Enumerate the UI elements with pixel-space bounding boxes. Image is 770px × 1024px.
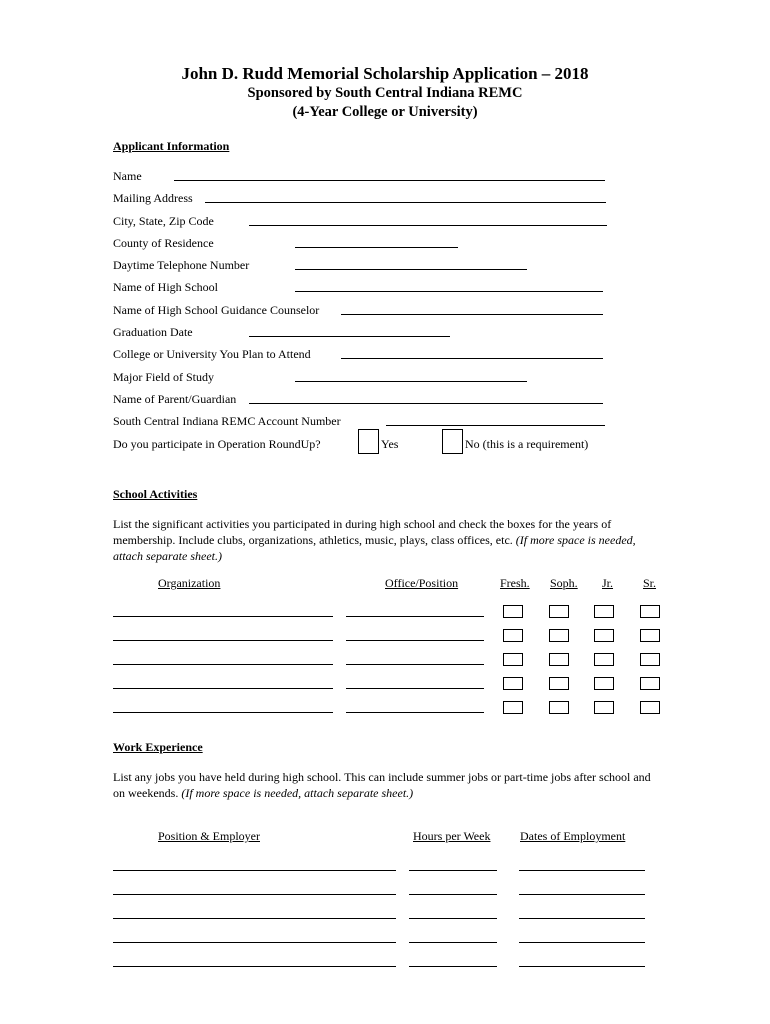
work-position-field-5[interactable]	[113, 966, 396, 967]
roundup-yes-label: Yes	[381, 437, 399, 451]
activity-sophomore-checkbox-5[interactable]	[549, 701, 569, 714]
work-intro-note: (If more space is needed, attach separate sheet.)	[181, 786, 414, 800]
work-heading: Work Experience	[113, 740, 203, 754]
activities-intro: List the significant activities you participated in during high school and check the boxes for the years of membership. Include clubs, organizations, athletics, music, plays, class offices, etc.	[113, 517, 612, 547]
work-position-field-3[interactable]	[113, 918, 396, 919]
major-label: Major Field of Study	[113, 370, 214, 384]
activities-instructions	[113, 516, 653, 564]
activity-senior-checkbox-1[interactable]	[640, 605, 660, 618]
county-field[interactable]	[295, 247, 458, 248]
applicant-heading: Applicant Information	[113, 139, 230, 153]
city-state-zip-label: City, State, Zip Code	[113, 214, 214, 228]
activity-freshman-checkbox-3[interactable]	[503, 653, 523, 666]
high-school-field[interactable]	[295, 291, 603, 292]
activity-organization-field-1[interactable]	[113, 616, 333, 617]
mailing-address-field[interactable]	[205, 202, 606, 203]
work-hours-field-2[interactable]	[409, 894, 497, 895]
parent-label: Name of Parent/Guardian	[113, 392, 237, 406]
phone-label: Daytime Telephone Number	[113, 258, 250, 272]
col-dates-employment: Dates of Employment	[520, 829, 626, 843]
work-hours-field-3[interactable]	[409, 918, 497, 919]
work-dates-field-5[interactable]	[519, 966, 645, 967]
activity-sophomore-checkbox-4[interactable]	[549, 677, 569, 690]
graduation-field[interactable]	[249, 336, 450, 337]
activity-office-field-5[interactable]	[346, 712, 484, 713]
work-position-field-1[interactable]	[113, 870, 396, 871]
roundup-no-checkbox[interactable]	[442, 429, 463, 454]
activity-sophomore-checkbox-2[interactable]	[549, 629, 569, 642]
work-dates-field-2[interactable]	[519, 894, 645, 895]
activity-organization-field-5[interactable]	[113, 712, 333, 713]
col-hours-per-week: Hours per Week	[413, 829, 491, 843]
activity-junior-checkbox-1[interactable]	[594, 605, 614, 618]
work-dates-field-3[interactable]	[519, 918, 645, 919]
activity-senior-checkbox-4[interactable]	[640, 677, 660, 690]
work-hours-field-4[interactable]	[409, 942, 497, 943]
activities-heading: School Activities	[113, 487, 198, 501]
work-position-field-4[interactable]	[113, 942, 396, 943]
activity-office-field-3[interactable]	[346, 664, 484, 665]
activity-office-field-1[interactable]	[346, 616, 484, 617]
col-position-employer: Position & Employer	[158, 829, 260, 843]
roundup-no-label: No (this is a requirement)	[465, 437, 589, 451]
activity-senior-checkbox-5[interactable]	[640, 701, 660, 714]
mailing-address-label: Mailing Address	[113, 191, 193, 205]
county-label: County of Residence	[113, 236, 214, 250]
activity-organization-field-2[interactable]	[113, 640, 333, 641]
activity-office-field-4[interactable]	[346, 688, 484, 689]
college-field[interactable]	[341, 358, 603, 359]
activity-freshman-checkbox-1[interactable]	[503, 605, 523, 618]
city-state-zip-field[interactable]	[249, 225, 607, 226]
work-dates-field-4[interactable]	[519, 942, 645, 943]
counselor-label: Name of High School Guidance Counselor	[113, 303, 320, 317]
account-field[interactable]	[386, 425, 605, 426]
graduation-label: Graduation Date	[113, 325, 193, 339]
activity-junior-checkbox-2[interactable]	[594, 629, 614, 642]
col-freshman: Fresh.	[500, 576, 530, 590]
activity-sophomore-checkbox-3[interactable]	[549, 653, 569, 666]
col-junior: Jr.	[602, 576, 614, 590]
activity-office-field-2[interactable]	[346, 640, 484, 641]
work-hours-field-5[interactable]	[409, 966, 497, 967]
high-school-label: Name of High School	[113, 280, 218, 294]
col-organization: Organization	[158, 576, 221, 590]
col-office-position: Office/Position	[385, 576, 459, 590]
work-dates-field-1[interactable]	[519, 870, 645, 871]
activity-organization-field-3[interactable]	[113, 664, 333, 665]
name-field[interactable]	[174, 180, 605, 181]
major-field[interactable]	[295, 381, 527, 382]
college-label: College or University You Plan to Attend	[113, 347, 311, 361]
col-sophomore: Soph.	[550, 576, 578, 590]
parent-field[interactable]	[249, 403, 603, 404]
activity-freshman-checkbox-5[interactable]	[503, 701, 523, 714]
activity-freshman-checkbox-4[interactable]	[503, 677, 523, 690]
work-hours-field-1[interactable]	[409, 870, 497, 871]
work-position-field-2[interactable]	[113, 894, 396, 895]
activity-senior-checkbox-2[interactable]	[640, 629, 660, 642]
work-instructions	[113, 769, 653, 801]
activity-sophomore-checkbox-1[interactable]	[549, 605, 569, 618]
roundup-yes-checkbox[interactable]	[358, 429, 379, 454]
form-sponsor: Sponsored by South Central Indiana REMC	[247, 85, 523, 101]
name-label: Name	[113, 169, 142, 183]
activity-junior-checkbox-3[interactable]	[594, 653, 614, 666]
activity-junior-checkbox-5[interactable]	[594, 701, 614, 714]
account-label: South Central Indiana REMC Account Number	[113, 414, 341, 428]
activity-organization-field-4[interactable]	[113, 688, 333, 689]
phone-field[interactable]	[295, 269, 527, 270]
work-intro: List any jobs you have held during high school. This can include summer jobs or part-time jobs after school and on weekends.	[113, 770, 651, 800]
roundup-label: Do you participate in Operation RoundUp?	[113, 437, 321, 451]
form-type: (4-Year College or University)	[292, 104, 478, 120]
activity-senior-checkbox-3[interactable]	[640, 653, 660, 666]
activity-freshman-checkbox-2[interactable]	[503, 629, 523, 642]
counselor-field[interactable]	[341, 314, 603, 315]
form-title: John D. Rudd Memorial Scholarship Application – 2018	[181, 64, 589, 83]
activity-junior-checkbox-4[interactable]	[594, 677, 614, 690]
col-senior: Sr.	[643, 576, 657, 590]
activities-intro-note: (If more space is needed, attach separate sheet.)	[113, 533, 636, 563]
